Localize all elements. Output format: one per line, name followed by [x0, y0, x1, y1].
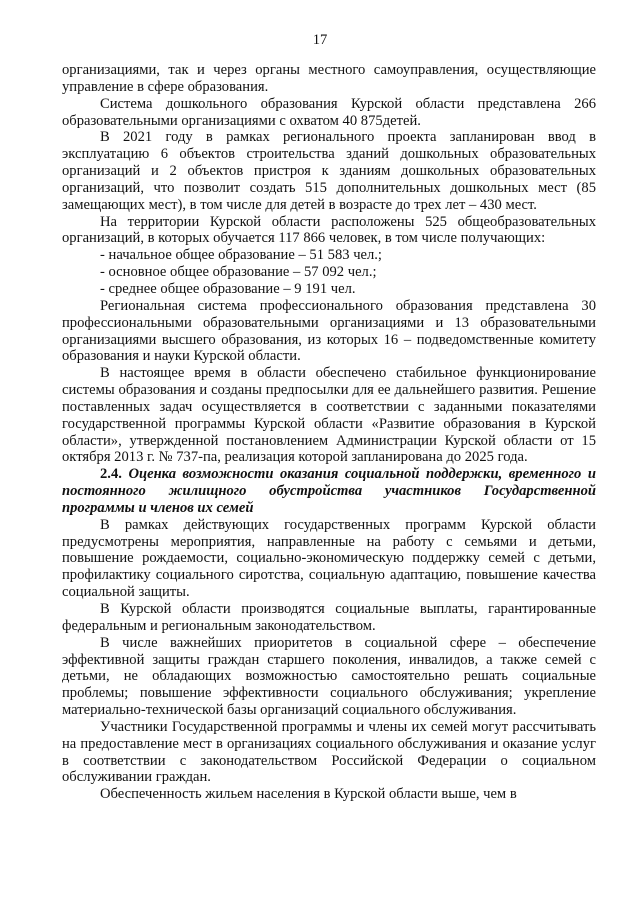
paragraph-stable-functioning: В настоящее время в области обеспечено стабильное функционирование системы образования и созданы предпосылки для ее дальнейшего развития. Решение поставленных задач осуществляется в соответствии с заданными показателями государственной программы Курской области «Развитие образования в Курской области», утвержденной постановлением Администрации Курской области от 15 октября 2013 г. № 737-па, реализация которой запланирована до 2025 года.	[62, 365, 596, 466]
list-item-basic: - основное общее образование – 57 092 чел.;	[100, 264, 377, 281]
paragraph-continuation: организациями, так и через органы местного самоуправления, осуществляющие управление в сфере образования.	[62, 62, 596, 95]
paragraph-priorities: В числе важнейших приоритетов в социальной сфере – обеспечение эффективной защиты граждан старшего поколения, инвалидов, а также семей с детьми, не обладающих возможностью самостоятельно решать социальные проблемы; повышение эффективности социального обслуживания; укрепление материально-технической базы организаций социального обслуживания.	[62, 634, 596, 719]
section-title: Оценка возможности оказания социальной поддержки, временного и постоянного жилищного обустройства участников Государственной программы и членов их семей	[62, 466, 596, 516]
section-number: 2.4.	[100, 466, 122, 483]
paragraph-preschool: Система дошкольного образования Курской области представлена 266 образовательными организациями с охватом 40 875детей.	[62, 95, 596, 129]
list-item-primary: - начальное общее образование – 51 583 чел.;	[100, 247, 382, 264]
paragraph-social-payments: В Курской области производятся социальные выплаты, гарантированные федеральным и региональным законодательством.	[62, 601, 596, 634]
page-number: 17	[312, 32, 328, 48]
section-heading	[62, 466, 596, 517]
paragraph-housing: Обеспеченность жильем населения в Курской области выше, чем в	[100, 786, 517, 803]
paragraph-2021-project: В 2021 году в рамках регионального проекта запланирован ввод в эксплуатацию 6 объектов строительства зданий дошкольных образовательных организаций и 2 объектов пристроя к зданиям дошкольных образовательных организаций, что позволит создать 515 дополнительных дошкольных мест (85 замещающих мест), в том числе для детей в возрасте до трех лет – 430 мест.	[62, 129, 596, 213]
paragraph-professional: Региональная система профессионального образования представлена 30 профессиональными образовательными организациями и 13 образовательными организациями высшего образования, из которых 16 – подведомственные комитету образования и науки Курской области.	[62, 297, 596, 365]
paragraph-state-programs: В рамках действующих государственных программ Курской области предусмотрены мероприятия, направленные на работу с семьями и детьми, повышение рождаемости, социально-экономическую поддержку семей с детьми, профилактику социального сиротства, социальную адаптацию, повышение качества социальной защиты.	[62, 516, 596, 601]
page-body	[62, 62, 596, 803]
list-item-secondary: - среднее общее образование – 9 191 чел.	[100, 280, 356, 297]
paragraph-participants: Участники Государственной программы и члены их семей могут рассчитывать на предоставление мест в организациях социального обслуживания и оказание услуг в соответствии с законодательством Российской Федерации о социальном обслуживании граждан.	[62, 718, 596, 786]
paragraph-general-education: На территории Курской области расположены 525 общеобразовательных организаций, в которых обучается 117 866 человек, в том числе получающих:	[62, 213, 596, 247]
